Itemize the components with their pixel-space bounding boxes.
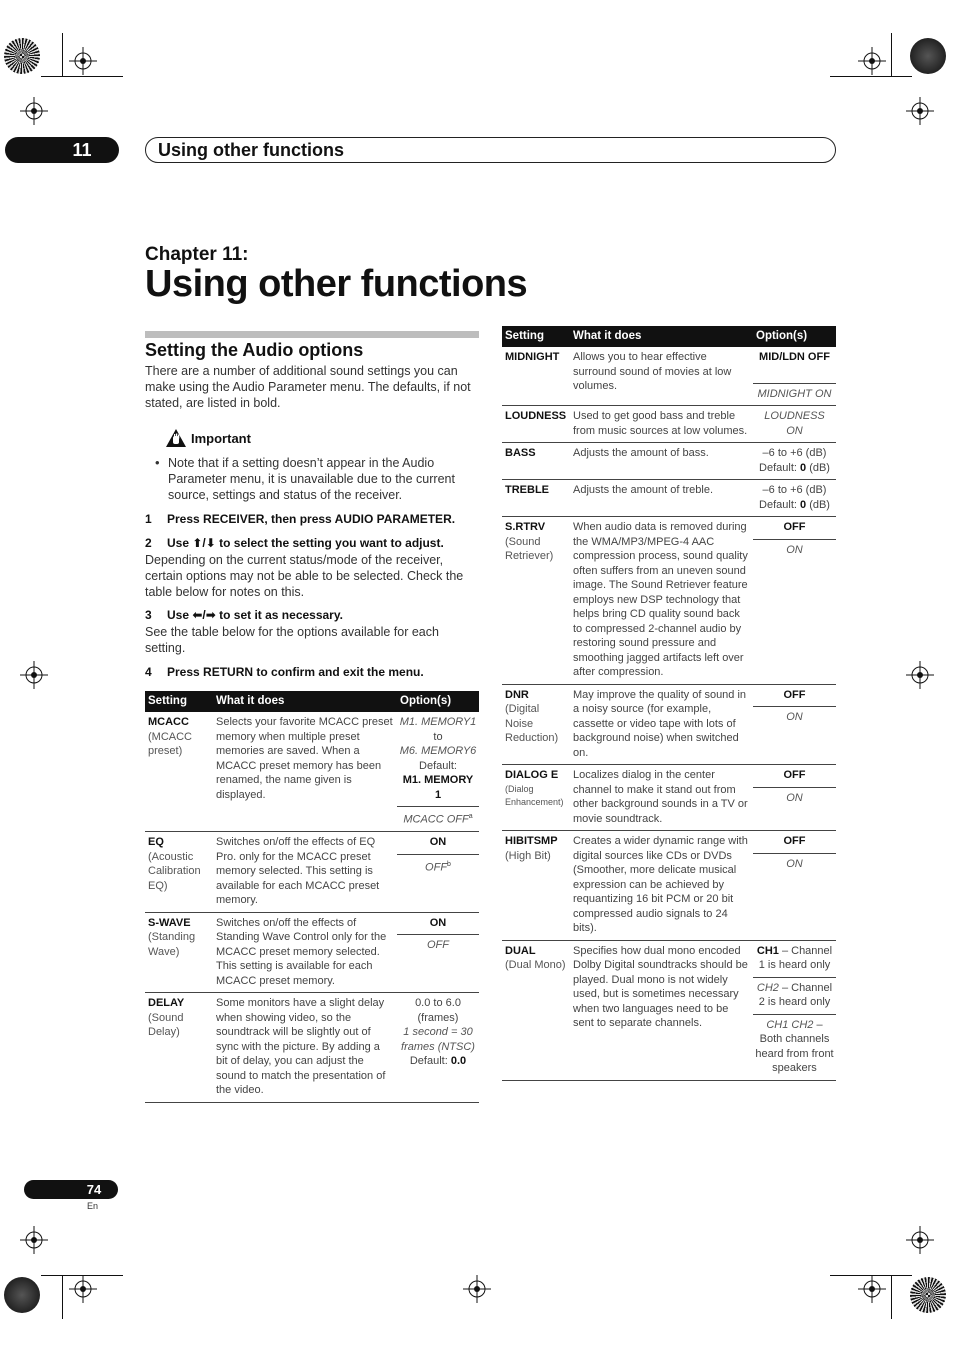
page-title: Using other functions (145, 263, 528, 305)
chapter-number-tab (5, 137, 119, 163)
setting-description: Adjusts the amount of treble. (570, 480, 753, 517)
warning-hand-icon (165, 428, 187, 448)
table-header-row (502, 326, 836, 347)
option-default-value: M1. MEMORY 1 (402, 774, 474, 801)
table-row (502, 517, 836, 685)
setting-name: DELAY (148, 997, 185, 1010)
step-3-desc: See the table below for the options available for each setting. (145, 625, 439, 655)
step-2-desc: Depending on the current status/mode of the receiver, certain options may not be able to be selected. Check the table below for notes on this. (145, 553, 464, 599)
step-3 (145, 608, 343, 622)
step-text: Press RETURN to confirm and exit the menu. (167, 665, 424, 679)
table-row (502, 684, 836, 765)
section-intro: There are a number of additional sound settings you can make using the Audio Parameter menu. The defaults, if not stated, are listed in bold. (145, 364, 471, 410)
option-default-label: Default: (759, 498, 797, 511)
important-note (165, 428, 251, 448)
registration-mark-icon (858, 47, 886, 75)
footnote-marker: b (447, 860, 451, 868)
option-item (397, 712, 479, 806)
registration-mark-icon (463, 1275, 491, 1303)
option-value: CH2 (756, 981, 779, 994)
setting-name: DIALOG E (505, 769, 559, 781)
header-setting: Setting (145, 691, 213, 712)
option-item (753, 977, 836, 1014)
option-item (753, 480, 836, 516)
page-number: 74 (86, 1182, 102, 1197)
crop-line (41, 76, 123, 77)
color-bar-sunburst-icon (910, 1277, 946, 1313)
step-text: Use ⬅/➡ to set it as necessary. (167, 608, 343, 622)
option-value: 0.0 to 6.0 (415, 997, 461, 1010)
running-header (145, 137, 836, 163)
setting-description: Localizes dialog in the center channel to make it stand out from other background sounds in a TV or movie soundtrack. (570, 765, 753, 831)
setting-description: Switches on/off the effects of Standing Wave Control only for the MCACC preset memory selected. This setting is available for each MCACC preset memory. (213, 912, 397, 993)
footnote-marker: a (468, 813, 473, 820)
table-header-row (145, 691, 479, 712)
option-item: ON (753, 539, 836, 562)
audio-options-table-right (502, 326, 836, 1081)
option-item (753, 1014, 836, 1080)
setting-name: EQ (148, 836, 164, 849)
setting-subtitle: (Sound Delay) (148, 1011, 184, 1039)
chapter-number: 11 (72, 139, 92, 160)
setting-description: May improve the quality of sound in a noisy source (for example, cassette or video tape with lots of background noise) when switched on. (570, 684, 753, 765)
setting-name: HIBITSMP (505, 835, 558, 847)
table-row (145, 832, 479, 913)
step-number: 2 (145, 536, 152, 550)
setting-description: When audio data is removed during the WMA/MP3/MPEG-4 AAC compression process, sound quality often suffers from an uneven sound image. The Sound Retriever feature employs new DSP technology that helps bring CD quality sound back to compressed 2-channel audio by restoring sound pressure and smoothing jagged artifacts left over after compression. (570, 517, 753, 685)
option-default-value: 0 (800, 498, 807, 511)
setting-name: TREBLE (505, 484, 549, 496)
option-value: M6. MEMORY6 (399, 745, 477, 757)
option-unit: (dB) (809, 498, 830, 511)
chapter-label: Chapter 11: (145, 244, 249, 265)
registration-mark-icon (858, 1275, 886, 1303)
option-value: 1 second = 30 frames (NTSC) (401, 1026, 475, 1053)
color-bar-sunburst-icon (910, 38, 946, 74)
setting-description: Selects your favorite MCACC preset memory when multiple preset memories are saved. When a MCACC preset memory has been renamed, the name given is displayed. (213, 712, 397, 832)
setting-description: Creates a wider dynamic range with digital sources like CDs or DVDs (Smoother, more delicate musical expression can be achieved by requantizing 16 bit PCM or 20 bit compressed audio signals to 24 bits). (570, 831, 753, 941)
color-bar-sunburst-icon (4, 1277, 40, 1313)
crop-line (830, 76, 912, 77)
registration-mark-icon (906, 97, 934, 125)
setting-subtitle: (Sound Retriever) (505, 535, 554, 562)
option-item: MID/LDN OFF (759, 351, 830, 363)
step-number: 3 (145, 608, 152, 622)
crop-line (891, 1275, 892, 1319)
page-language: En (87, 1201, 99, 1211)
option-item: ON (429, 836, 447, 849)
setting-name: DUAL (505, 944, 536, 957)
bullet-icon: • (155, 455, 160, 470)
option-default-label: Default: (409, 1055, 448, 1068)
option-item: ON (753, 706, 836, 729)
crop-line (41, 1275, 123, 1276)
table-row (145, 912, 479, 993)
audio-options-table-left (145, 691, 479, 1103)
option-item: ON (753, 787, 836, 810)
header-options: Option(s) (397, 691, 479, 712)
step-number: 1 (145, 512, 152, 526)
step-text: Use ⬆/⬇ to select the setting you want to adjust. (167, 536, 444, 550)
option-note: – Channel 1 is heard only (758, 944, 833, 971)
setting-subtitle: (Dual Mono) (505, 959, 566, 971)
crop-line (891, 33, 892, 77)
table-row (502, 940, 836, 1080)
setting-subtitle: (High Bit) (505, 849, 551, 862)
table-row (502, 347, 836, 406)
color-bar-sunburst-icon (4, 38, 40, 74)
setting-description: Switches on/off the effects of EQ Pro. only for the MCACC preset memory selected. This setting is available for each MCACC preset memory. (213, 832, 397, 913)
option-value: M1. MEMORY1 (399, 716, 477, 728)
registration-mark-icon (20, 1226, 48, 1254)
setting-description: Some monitors have a slight delay when showing video, so the soundtrack will be slightly out of sync with the picture. By adding a bit of delay, you can adjust the sound to match the presentation of the video. (213, 993, 397, 1103)
setting-description: Used to get good bass and treble from music sources at low volumes. (570, 406, 753, 443)
header-options: Option(s) (753, 326, 836, 347)
table-row (502, 831, 836, 941)
option-item (753, 941, 836, 977)
option-value: OFF (425, 861, 448, 874)
registration-mark-icon (69, 47, 97, 75)
step-2 (145, 536, 444, 550)
header-what: What it does (570, 326, 753, 347)
option-item: OFF (783, 688, 806, 701)
setting-name: BASS (505, 447, 536, 459)
setting-name: LOUDNESS (505, 410, 567, 422)
option-item: OFF (783, 769, 806, 781)
option-item: OFF (783, 521, 806, 533)
setting-subtitle: (Dialog Enhancement) (505, 783, 564, 807)
page-number-tab (24, 1180, 118, 1199)
option-value: –6 to +6 (dB) (762, 447, 827, 459)
option-item (397, 806, 479, 831)
option-item: ON (429, 916, 447, 929)
table-row (502, 443, 836, 480)
setting-description: Adjusts the amount of bass. (570, 443, 753, 480)
registration-mark-icon (69, 1275, 97, 1303)
crop-line (62, 1275, 63, 1319)
option-item: ON (753, 853, 836, 876)
option-value: –6 to +6 (dB) (762, 484, 827, 496)
setting-subtitle: (MCACC preset) (148, 730, 192, 757)
section-rule (145, 331, 479, 338)
setting-description: Specifies how dual mono encoded Dolby Digital soundtracks should be played. Dual mono is not widely used, but is sometimes necessary when two languages need to be sent to separate channels. (570, 940, 753, 1080)
option-item (397, 993, 479, 1073)
registration-mark-icon (20, 661, 48, 689)
option-default-value: 0 (800, 461, 807, 474)
option-note: – Channel 2 is heard only (758, 981, 833, 1008)
option-value: (frames) (417, 1011, 459, 1024)
registration-mark-icon (906, 1226, 934, 1254)
table-row (145, 712, 479, 832)
registration-mark-icon (20, 97, 48, 125)
option-default-label: Default: (759, 461, 797, 474)
running-title: Using other functions (158, 139, 344, 160)
setting-name: MCACC (148, 716, 189, 728)
setting-subtitle: (Digital Noise Reduction) (505, 703, 559, 744)
table-row (502, 406, 836, 443)
step-4 (145, 665, 424, 679)
crop-line (62, 33, 63, 77)
important-bullet (155, 455, 481, 503)
setting-name: DNR (505, 688, 529, 701)
table-row (502, 480, 836, 517)
header-setting: Setting (502, 326, 570, 347)
option-value: CH1 (756, 944, 779, 957)
option-default-label: Default: (419, 759, 457, 772)
step-number: 4 (145, 665, 152, 679)
option-value: MCACC OFF (403, 813, 469, 826)
setting-name: MIDNIGHT (505, 351, 560, 363)
table-row (502, 765, 836, 831)
crop-line (830, 1275, 912, 1276)
option-default-value: 0.0 (450, 1055, 467, 1068)
option-item (397, 854, 479, 879)
step-text: Press RECEIVER, then press AUDIO PARAMETER. (167, 512, 456, 526)
option-item: MIDNIGHT ON (753, 383, 836, 406)
option-unit: (dB) (809, 461, 830, 474)
important-bullet-text: Note that if a setting doesn’t appear in the Audio Parameter menu, it is unavailable due to the current source, settings and status of the receiver. (168, 456, 455, 502)
section-title: Setting the Audio options (145, 340, 364, 360)
option-value: CH1 CH2 (766, 1018, 814, 1031)
option-item: OFF (783, 835, 806, 847)
option-item: LOUDNESS ON (764, 410, 825, 437)
setting-name: S.RTRV (505, 521, 546, 533)
option-item: OFF (397, 934, 479, 957)
option-item (753, 443, 836, 479)
setting-subtitle: (Standing Wave) (148, 931, 196, 958)
setting-subtitle: (Acoustic Calibration EQ) (148, 850, 201, 892)
registration-mark-icon (906, 661, 934, 689)
option-value: to (433, 730, 443, 743)
setting-name: S-WAVE (148, 916, 191, 929)
important-label: Important (191, 430, 251, 446)
header-what: What it does (213, 691, 397, 712)
table-row (145, 993, 479, 1103)
step-1 (145, 512, 455, 526)
setting-description: Allows you to hear effective surround sound of movies at low volumes. (570, 347, 753, 406)
option-note: – Both channels heard from front speakers (755, 1018, 834, 1074)
